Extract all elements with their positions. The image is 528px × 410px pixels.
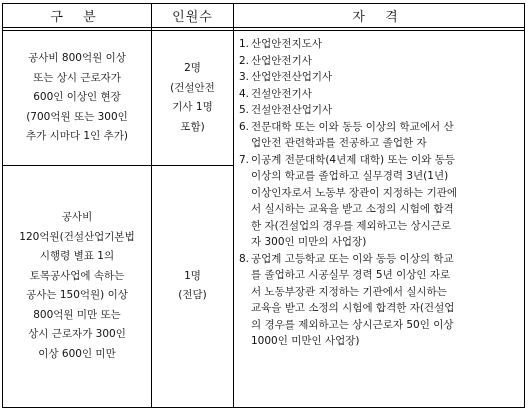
qualification-item — [239, 251, 523, 350]
row2-headcount-line: (전담) — [178, 289, 207, 301]
qualification-item — [239, 102, 523, 119]
row2-category-line: 상시 근로자가 300인 — [28, 328, 126, 340]
qualification-text: 한 자(건설업의 경우를 제외하고는 상시근로 — [251, 219, 452, 232]
qualification-text: 교육을 받고 소정의 시험에 합격한 자(건설업 — [251, 302, 455, 314]
header-headcount: 인원수 — [172, 10, 213, 25]
row1-headcount-line: 포함) — [180, 120, 205, 133]
row2-category-line: 공사비 — [61, 211, 93, 223]
qualification-text: 업안전 관련학과를 전공하고 졸업한 자 — [251, 137, 427, 149]
qualification-text: 이상인자로서 노동부 장관이 지정하는 기관에 — [251, 186, 458, 199]
qualification-text: 건설안전산업기사 — [251, 104, 333, 116]
qualification-item — [239, 86, 523, 103]
header-qualification: 자 격 — [352, 10, 406, 25]
row2-category-line: 120억원(건설산업기본법 — [19, 230, 135, 243]
row1-category-line: 공사비 800억원 이상 — [28, 52, 126, 65]
row1-headcount-line: 2명 — [184, 62, 201, 74]
row1-category-line: (700억원 또는 300인 — [26, 110, 128, 123]
qualification-table — [2, 3, 525, 408]
header-divider — [3, 27, 524, 28]
qualification-text: 1000인 미만인 사업장) — [251, 335, 360, 347]
row1-category-line: 600인 이상인 현장 — [33, 91, 121, 104]
qualification-text: 산업안전기사 — [251, 54, 312, 67]
row2-category-line: 시행령 별표 1의 — [39, 250, 115, 262]
qualification-number: 7. — [239, 153, 250, 166]
qualification-item — [239, 53, 523, 70]
qualification-number: 8. — [239, 252, 250, 265]
row2-category — [3, 166, 151, 406]
qualification-text: 산업안전산업기사 — [251, 71, 333, 83]
qualification-item — [239, 69, 523, 86]
row1-headcount — [152, 31, 233, 165]
row1-headcount-line: 기사 1명 — [172, 101, 213, 113]
qualification-list — [239, 36, 523, 350]
row2-category-line: 이상 600인 미만 — [38, 347, 116, 360]
qualification-text: 를 졸업하고 시공실무 경력 5년 이상인 자로 — [251, 269, 451, 281]
row1-headcount-line: (건설안전 — [170, 81, 215, 94]
qualification-text: 서 노동부장관 지정하는 기관에서 실시하는 — [251, 285, 447, 298]
row2-category-line: 토목공사업에 속하는 — [29, 269, 125, 282]
row2-category-line: 공사는 150억원) 이상 — [26, 289, 128, 301]
column-divider-2 — [233, 4, 234, 407]
qualification-number: 3. — [239, 71, 250, 83]
qualification-text: 의 경우를 제외하고는 상시근로자 50인 이상 — [251, 318, 454, 331]
row1-category-line: 또는 상시 근로자가 — [33, 71, 121, 84]
row2-category-line: 800억원 미만 또는 — [33, 308, 121, 321]
qualification-number: 6. — [239, 120, 250, 133]
qualification-text: 산업안전지도사 — [251, 38, 323, 50]
qualification-number: 4. — [239, 87, 250, 100]
qualification-item — [239, 36, 523, 53]
qualification-number: 2. — [239, 54, 250, 67]
row2-headcount-line: 1명 — [184, 269, 201, 282]
row1-category-line: 추가 시마다 1인 추가) — [26, 130, 128, 143]
qualification-text: 전문대학 또는 이와 동등 이상의 학교에서 산 — [251, 120, 454, 133]
row1-category — [3, 31, 151, 165]
qualification-item — [239, 119, 523, 152]
qualification-text: 서 실시하는 교육을 받고 소정의 시험에 합격 — [251, 203, 454, 215]
qualification-number: 1. — [239, 38, 250, 50]
qualification-text: 건설안전기사 — [251, 87, 312, 100]
header-category: 구 분 — [50, 10, 104, 25]
qualification-text: 이상의 학교를 졸업하고 실무경력 3년(1년) — [251, 170, 449, 182]
qualification-number: 5. — [239, 104, 250, 116]
qualification-text: 이공계 전문대학(4년제 대학) 또는 이와 동등 — [251, 153, 455, 166]
qualification-item — [239, 152, 523, 251]
qualification-text: 자 300인 미만의 사업장) — [251, 236, 367, 248]
qualification-text: 공업계 고등학교 또는 이와 동등 이상의 학교 — [251, 252, 454, 265]
row2-headcount — [152, 166, 233, 406]
